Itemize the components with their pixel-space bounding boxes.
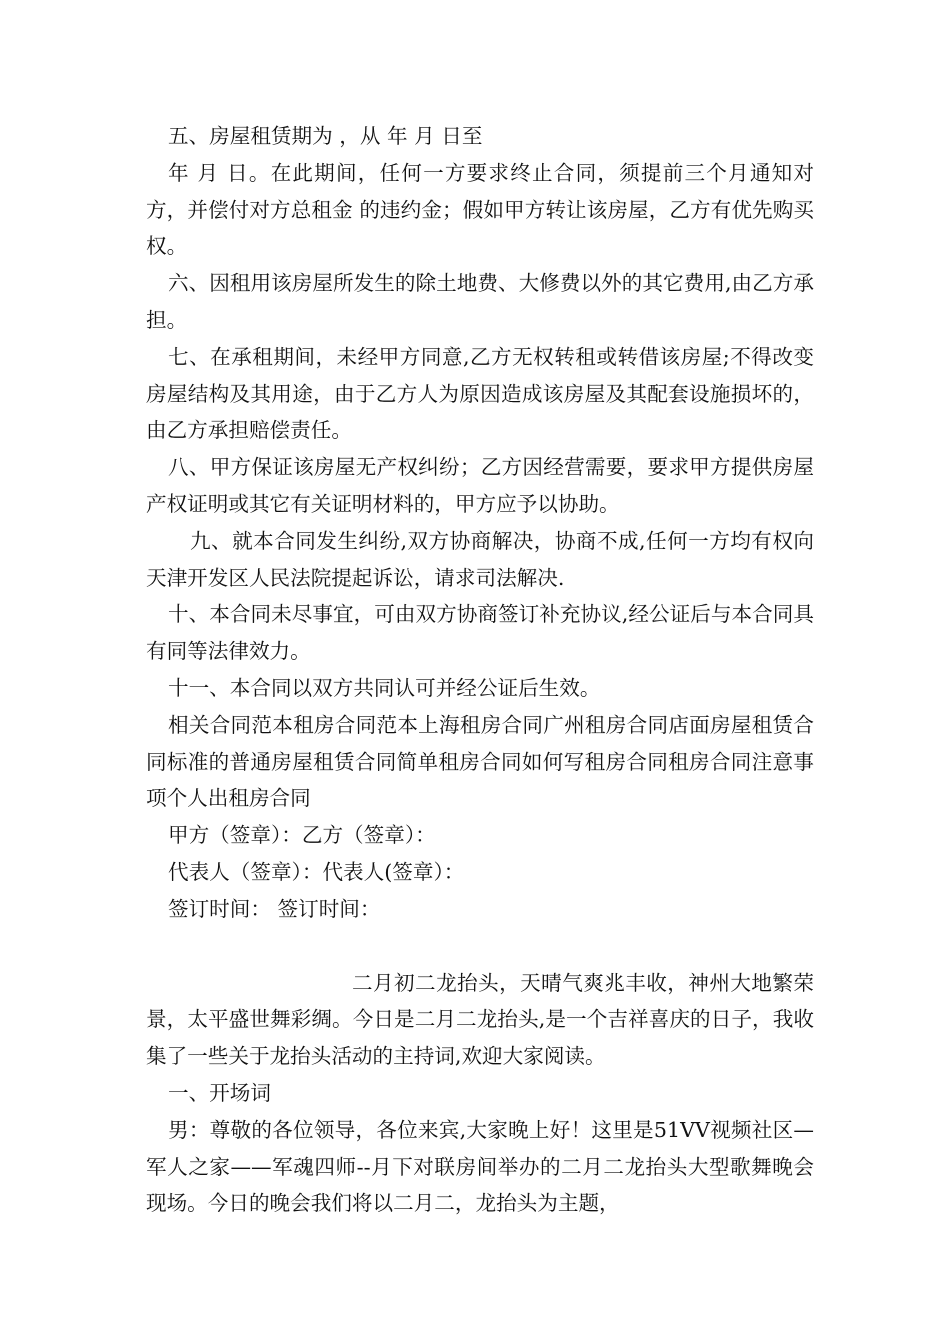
- clause-5-start: 五、房屋租赁期为 ，从 年 月 日至: [168, 124, 483, 148]
- clause-9: 九、就本合同发生纠纷,双方协商解决，协商不成,任何一方均有权向天津开发区人民法院提起诉讼，请求司法解决.: [146, 528, 814, 590]
- clause-6: 六、因租用该房屋所发生的除土地费、大修费以外的其它费用,由乙方承担。: [146, 271, 814, 332]
- clause-11: 十一、本合同以双方共同认可并经公证后生效。: [168, 675, 601, 700]
- clause-5-continuation: 年 月 日。在此期间，任何一方要求终止合同，须提前三个月通知对方，并偿付对方总租金 的违约金；假如甲方转让该房屋，乙方有优先购买权。: [146, 160, 814, 259]
- clause-10: 十、本合同未尽事宜，可由双方协商签订补充协议,经公证后与本合同具有同等法律效力。: [146, 602, 814, 664]
- clause-8: 八、甲方保证该房屋无产权纠纷；乙方因经营需要，要求甲方提供房屋产权证明或其它有关证明材料的，甲方应予以协助。: [146, 455, 814, 516]
- signature-representative-line: 代表人（签章）：代表人(签章）：: [168, 859, 465, 884]
- clause-7: 七、在承租期间，未经甲方同意,乙方无权转租或转借该房屋;不得改变房屋结构及其用途，由于乙方人为原因造成该房屋及其配套设施损坏的，由乙方承担赔偿责任。: [146, 344, 814, 443]
- section-gap: [146, 928, 814, 965]
- opening-heading: 一、开场词: [168, 1080, 271, 1105]
- signature-party-line: 甲方（签章）：乙方（签章）：: [168, 823, 436, 848]
- signature-date-line: 签订时间： 签订时间：: [168, 896, 381, 921]
- host-intro: 二月初二龙抬头，天晴气爽兆丰收，神州大地繁荣景，太平盛世舞彩绸。今日是二月二龙抬头,是一个吉祥喜庆的日子，我收集了一些关于龙抬头活动的主持词,欢迎大家阅读。: [146, 970, 814, 1069]
- opening-speech: 男：尊敬的各位领导，各位来宾,大家晚上好！这里是51VV视频社区—军人之家——军魂四师--月下对联房间举办的二月二龙抬头大型歌舞晚会现场。今日的晚会我们将以二月二，龙抬头为主题，: [146, 1117, 814, 1216]
- document-body: [146, 118, 814, 1222]
- related-templates: 相关合同范本租房合同范本上海租房合同广州租房合同店面房屋租赁合同标准的普通房屋租赁合同简单租房合同如何写租房合同租房合同注意事项个人出租房合同: [146, 712, 814, 811]
